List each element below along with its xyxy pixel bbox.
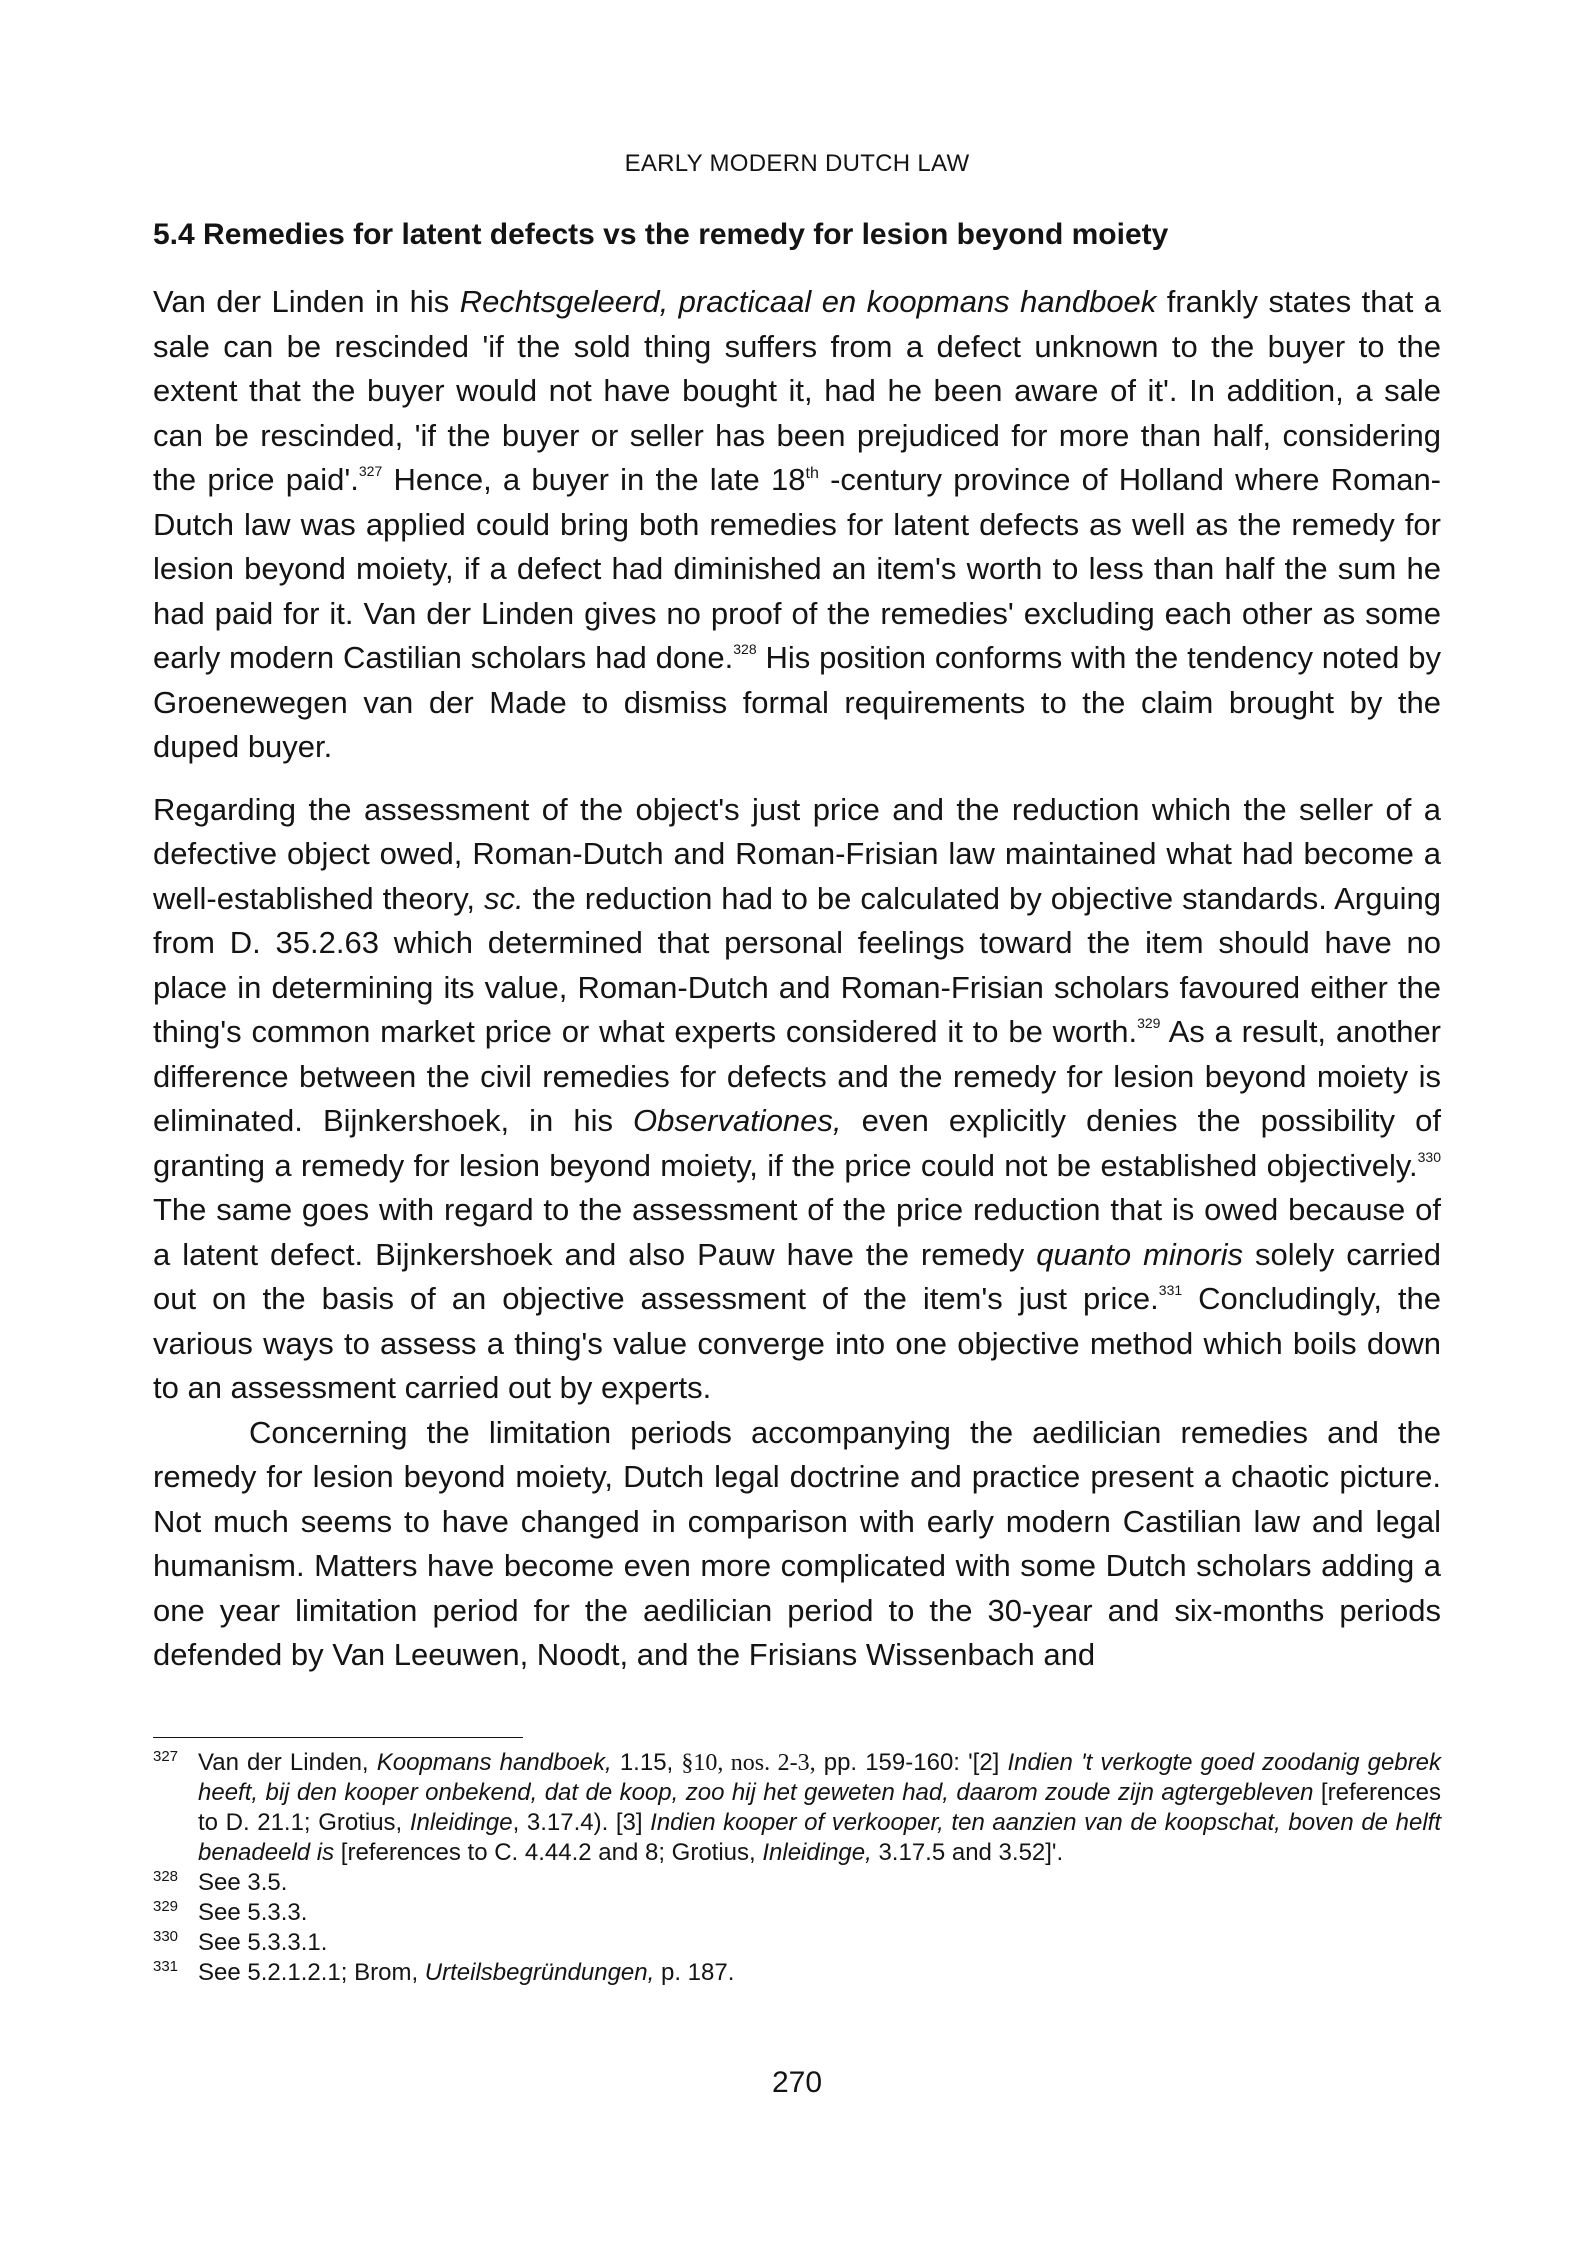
footnote-number: 328 [153,1868,179,1885]
footnote-separator [153,1737,523,1738]
footnote-number: 327 [153,1748,179,1765]
page-number: 270 [771,2066,823,2099]
work-title: Observationes, [633,1103,842,1138]
paragraph-1: Van der Linden in his Rechtsgeleerd, practicaal en koopmans handboek frankly states that a sale can be rescinded 'if the sold thing suffers from a defect unknown to the buyer to the extent that the buyer would not have bought it, had he been aware of it'. In addition, a sale can be rescinded, 'if the buyer or seller has been prejudiced for more than half, considering the price paid'.$^{327}$ Hence, a buyer in the late 18th -century province of Holland where Roman-Dutch law was applied could bring both remedies for latent defects as well as the remedy for lesion beyond moiety, if a defect had diminished an item's worth to less than half the sum he had paid for it. Van der Linden gives no proof of the remedies' excluding each other as some early modern Castilian scholars had done.$^{328}$ His position conforms with the tendency noted by Groenewegen van der Made to dismiss formal requirements to the claim brought by the duped buyer. [153,284,1442,764]
section-heading: 5.4 Remedies for latent defects vs the remedy for lesion beyond moiety [153,218,1169,251]
paragraph-2: Regarding the assessment of the object's just price and the reduction which the seller of a defective object owed, Roman-Dutch and Roman-Frisian law maintained what had become a well-established theory, sc. the reduction had to be calculated by objective standards. Arguing from D. 35.2.63 which determined that personal feelings toward the item should have no place in determining its value, Roman-Dutch and Roman-Frisian scholars favoured either the thing's common market price or what experts considered it to be worth.$^{329}$ As a result, another difference between the civil remedies for defects and the remedy for lesion beyond moiety is eliminated. Bijnkershoek, in his Observationes, even explicitly denies the possibility of granting a remedy for lesion beyond moiety, if the price could not be established objectively.$^{330}$ The same goes with regard to the assessment of the price reduction that is owed because of a latent defect. Bijnkershoek and also Pauw have the remedy quanto minoris solely carried out on the basis of an objective assessment of the item's just price.$^{331}$ Concludingly, the various ways to assess a thing's value converge into one objective method which boils down to an assessment carried out by experts. [153,791,1442,1405]
footnote-329: 329 See 5.3.3. [153,1898,308,1926]
footnote-328: 328 See 3.5. [153,1868,288,1896]
footnote-number: 331 [153,1958,179,1975]
footnote-number: 329 [153,1898,179,1915]
paragraph-3: Concerning the limitation periods accompanying the aedilician remedies and the remedy for lesion beyond moiety, Dutch legal doctrine and practice present a chaotic picture. Not much seems to have changed in comparison with early modern Castilian law and legal humanism. Matters have become even more complicated with some Dutch scholars adding a one year limitation period for the aedilician period to the 30-year and six-months periods defended by Van Leeuwen, Noodt, and the Frisians Wissenbach and [153,1414,1441,1672]
book-title: Rechtsgeleerd, practicaal en koopmans handboek [459,284,1157,319]
footnote-331: 331 See 5.2.1.2.1; Brom, Urteilsbegründungen, p. 187. [153,1958,735,1986]
footnote-ref-329[interactable]: 329 [1137,1015,1161,1031]
ordinal-suffix: th [805,465,819,482]
footnote-ref-331[interactable]: 331 [1158,1282,1183,1298]
footnote-330: 330 See 5.3.3.1. [153,1928,328,1956]
running-head: EARLY MODERN DUTCH LAW [624,150,970,177]
footnote-number: 330 [153,1928,179,1945]
footnote-ref-327[interactable]: 327 [358,463,383,479]
footnotes [153,1748,1441,1988]
footnote-ref-330[interactable]: 330 [1417,1148,1441,1165]
body-text [153,280,1441,1678]
footnote-ref-328[interactable]: 328 [733,641,757,657]
footnote-327: 327 Van der Linden, Koopmans handboek, 1.15, §10, nos. 2-3, pp. 159-160: '[2] Indien 't verkogte goed zoodanig gebrek heeft, bij den kooper onbekend, dat de koop, zoo hij het geweten had, daarom zoude zijn agtergebleven [references to D. 21.1; Grotius, Inleidinge, 3.17.4). [3] Indien kooper of verkooper, ten aanzien van de koopschat, boven de helft benadeeld is [references to C. 4.44.2 and 8; Grotius, Inleidinge, 3.17.5 and 3.52]'. [153,1748,1442,1866]
